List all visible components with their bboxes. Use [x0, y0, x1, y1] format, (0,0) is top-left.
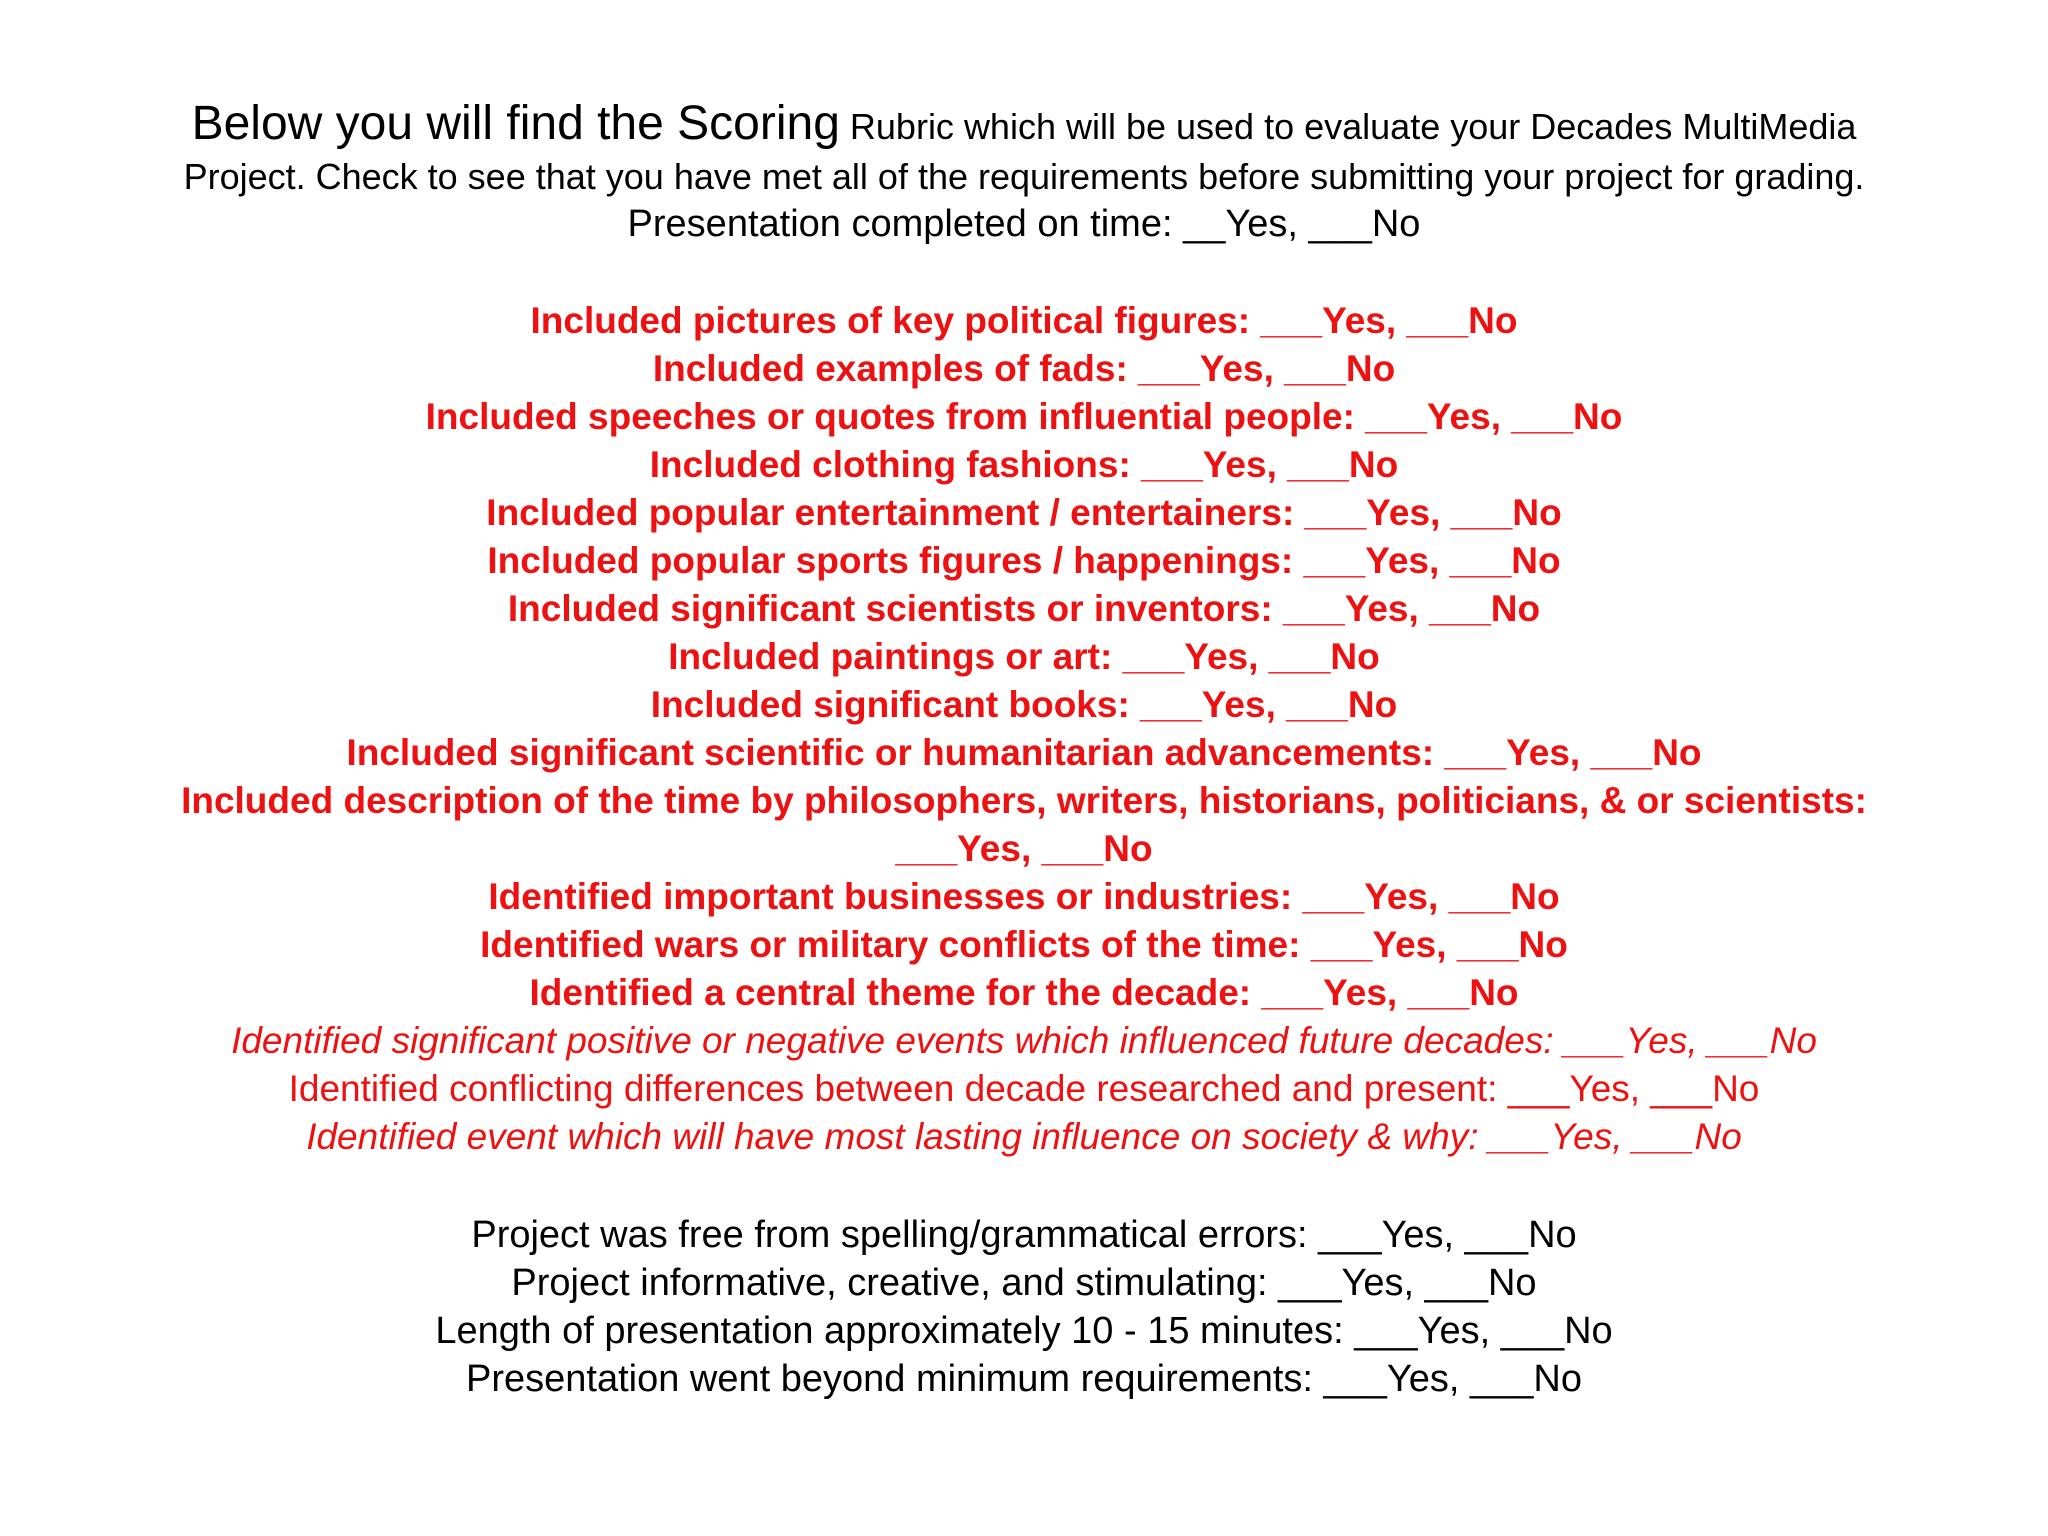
rubric-item-italic: Identified significant positive or negative events which influenced future decades: ___Yes, ___No — [231, 1020, 1817, 1061]
intro-line-2: Project. Check to see that you have met all of the requirements before submitting your project for grading. — [183, 156, 1865, 197]
rubric-item: Identified important businesses or industries: ___Yes, ___No — [488, 876, 1560, 917]
intro-line-1 — [0, 97, 2048, 150]
rubric-item: Included popular entertainment / entertainers: ___Yes, ___No — [486, 492, 1562, 533]
rubric-item: Included pictures of key political figures: ___Yes, ___No — [530, 300, 1518, 341]
quality-item: Project informative, creative, and stimulating: ___Yes, ___No — [511, 1262, 1537, 1304]
quality-item: Length of presentation approximately 10 - 15 minutes: ___Yes, ___No — [435, 1310, 1613, 1352]
rubric-item: Included description of the time by philosophers, writers, historians, politicians, & or scientists: — [181, 780, 1867, 821]
rubric-item: Included paintings or art: ___Yes, ___No — [668, 636, 1380, 677]
quality-item: Presentation went beyond minimum requirements: ___Yes, ___No — [465, 1358, 1582, 1400]
rubric-item: Included clothing fashions: ___Yes, ___No — [649, 444, 1399, 485]
rubric-item: Included significant scientists or inventors: ___Yes, ___No — [507, 588, 1541, 629]
rubric-item: Included significant scientific or humanitarian advancements: ___Yes, ___No — [346, 732, 1702, 773]
intro-heading-rest: Rubric which will be used to evaluate your Decades MultiMedia — [839, 106, 1857, 147]
rubric-item: Included popular sports figures / happenings: ___Yes, ___No — [487, 540, 1561, 581]
rubric-item: Identified wars or military conflicts of the time: ___Yes, ___No — [480, 924, 1568, 965]
rubric-item-italic: Identified event which will have most lasting influence on society & why: ___Yes, ___No — [306, 1116, 1742, 1157]
rubric-item: ___Yes, ___No — [895, 828, 1153, 869]
quality-item: Project was free from spelling/grammatical errors: ___Yes, ___No — [471, 1214, 1577, 1256]
rubric-item-plain: Identified conflicting differences between decade researched and present: ___Yes, ___No — [288, 1068, 1760, 1109]
rubric-item: Identified a central theme for the decade: ___Yes, ___No — [529, 972, 1519, 1013]
rubric-item: Included speeches or quotes from influential people: ___Yes, ___No — [425, 396, 1623, 437]
intro-heading-large: Below you will find the Scoring — [191, 97, 840, 150]
on-time-line: Presentation completed on time: __Yes, ___No — [627, 203, 1421, 245]
rubric-item: Included examples of fads: ___Yes, ___No — [652, 348, 1396, 389]
rubric-item: Included significant books: ___Yes, ___No — [650, 684, 1398, 725]
